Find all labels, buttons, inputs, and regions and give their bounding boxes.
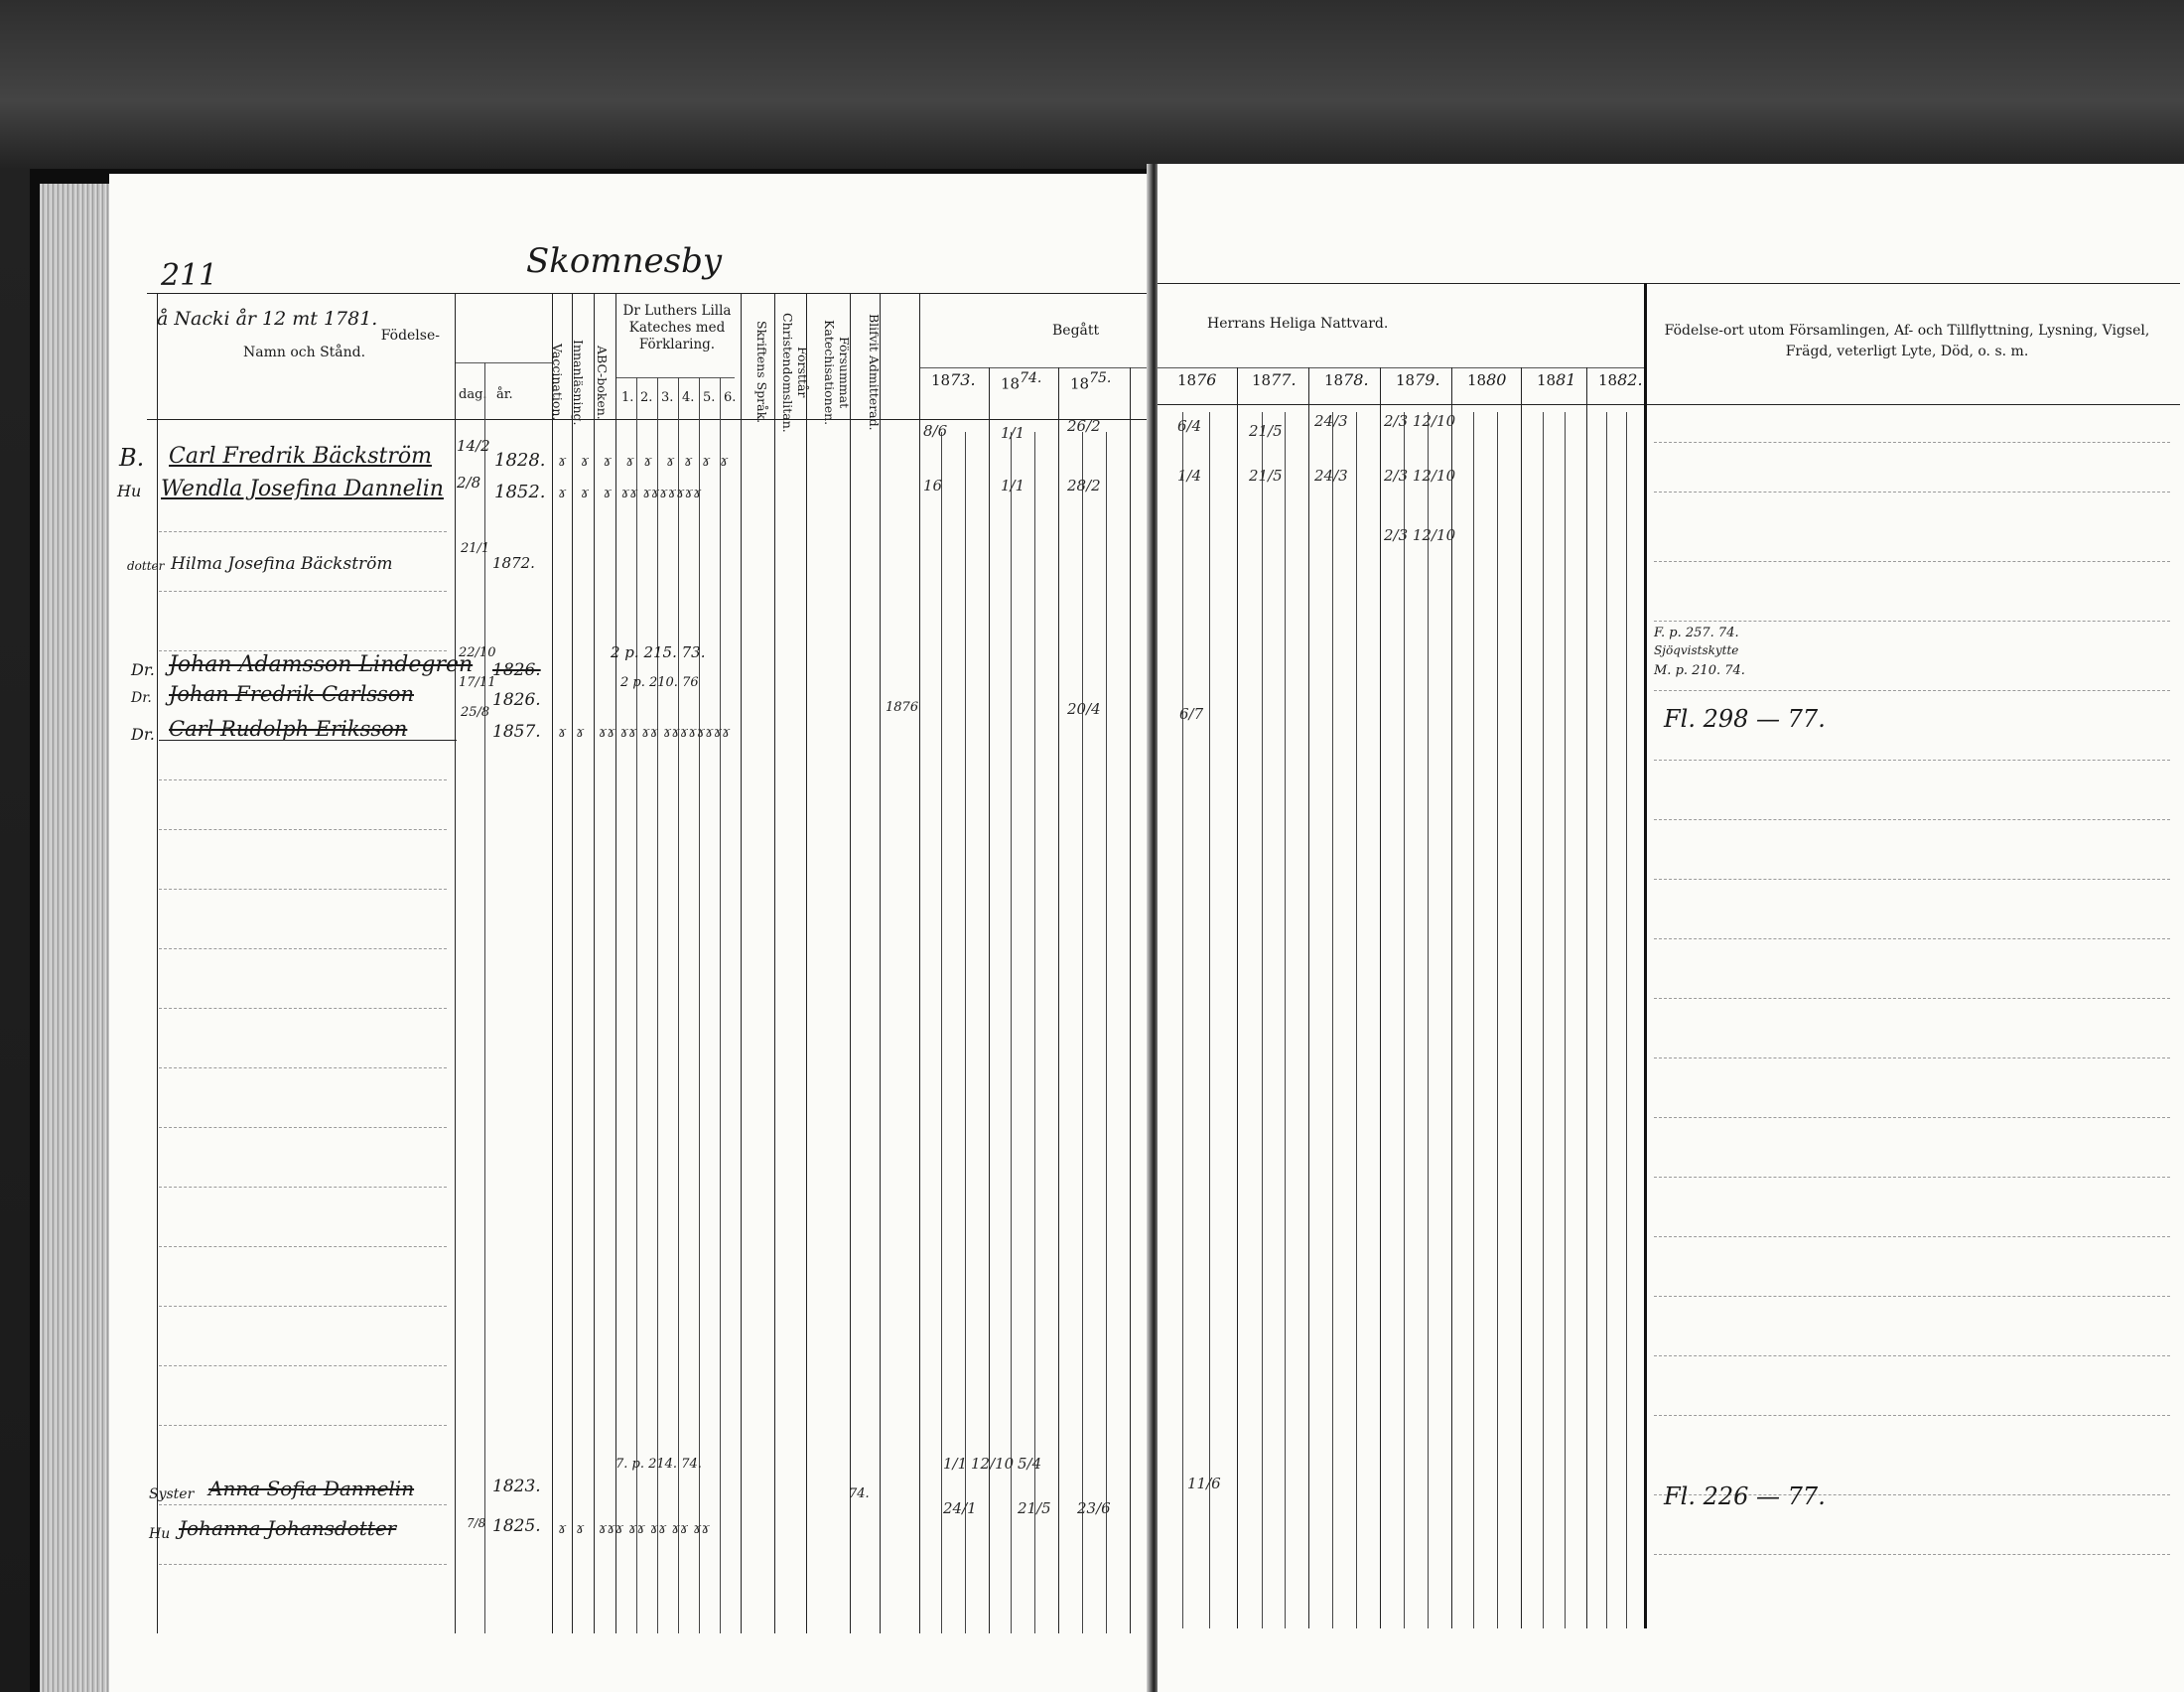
entry-rule [159,740,457,741]
remark-entry: M. p. 210. 74. [1654,663,1745,678]
entry-name: Johan Fredrik Carlsson [169,682,415,706]
year-printed: 18 [1324,371,1344,389]
col-begatt: Begått [1052,323,1100,339]
luther-part-6: 6. [724,390,737,405]
guide-line [1654,1554,2170,1555]
year-sub-rule [1158,367,1644,368]
entry-year: 1826. [492,660,541,680]
col-rule [1404,412,1405,1628]
col-rule [806,293,807,1633]
attendance-mark: 28/2 [1067,477,1101,494]
entry-role: B. [119,444,145,472]
entry-dag: 17/11 [459,675,496,690]
col-rule [1106,432,1107,1633]
attendance-mark: 8/6 [923,422,948,440]
luther-part-2: 2. [640,390,653,405]
row-marks: ɤ ɤ ɤɤ ɤɤ ɤɤ ɤɤɤɤɤɤɤɤ [558,723,731,741]
col-rule [1543,412,1544,1628]
guide-line [159,1127,447,1128]
col-forsta-christendom: Försttår Christendomslitan. [780,312,810,433]
col-rule [636,377,637,1633]
year-written: 82. [1617,370,1643,389]
guide-line [1654,1117,2170,1118]
guide-line [1654,1177,2170,1178]
year-printed: 18 [931,371,951,389]
col-blifvit-admitterad: Blifvit Admitterad. [867,314,882,431]
attendance-mark: 12/10 [971,1455,1015,1473]
attendance-mark: 2/3 12/10 [1384,467,1456,485]
row-marks: ɤ ɤ ɤɤɤ ɤɤ ɤɤ ɤɤ ɤɤ [558,1519,710,1537]
guide-line [159,829,447,830]
left-page [109,174,1150,1692]
year-header-1880 [1467,370,1506,389]
year-header-1882 [1598,370,1643,389]
col-forsummat: Försummat Katechisationen. [822,319,852,426]
entry-role: Hu [149,1526,171,1542]
col-rule [1606,412,1607,1628]
guide-line [1654,1415,2170,1416]
guide-line [159,1067,447,1068]
year-written: 74. [1020,370,1042,386]
attendance-mark: 2/3 12/10 [1384,526,1456,544]
col-rule [699,377,700,1633]
luther-part-3: 3. [661,390,674,405]
header-bottom-rule [1158,404,2180,405]
col-rule [741,293,742,1633]
attendance-mark: 6/7 [1179,705,1204,723]
entry-dag: 25/8 [461,705,490,720]
right-page [1158,164,2184,1692]
col-rule [1262,412,1263,1628]
guide-line [1654,561,2170,562]
col-rule [1521,367,1522,1628]
attendance-mark: 21/5 [1249,467,1283,485]
year-printed: 18 [1396,371,1416,389]
col-rule [941,432,942,1633]
year-printed: 18 [1252,371,1272,389]
col-rule [678,377,679,1633]
col-rule [1428,412,1429,1628]
row-marks: ɤ ɤ ɤ ɤɤ ɤɤɤɤɤɤɤ [558,484,702,501]
entry-name: Carl Rudolph Eriksson [169,717,408,741]
guide-line [159,1504,447,1505]
guide-line [159,889,447,890]
year-header-1875 [1070,370,1111,392]
col-abc-boken: ABC-boken. [595,345,610,420]
attendance-mark: 1/1 [1001,477,1025,494]
entry-year: 1825. [492,1516,541,1536]
year-written: 75. [1089,370,1112,386]
luther-part-5: 5. [703,390,716,405]
col-rule [1182,412,1183,1628]
col-rule [455,293,456,1633]
entry-year: 1852. [494,482,546,502]
col-rule [1011,432,1012,1633]
lower-note: 7. p. 214. 74. [615,1457,702,1472]
remark-entry: F. p. 257. 74. [1654,626,1739,640]
entry-name: Wendla Josefina Dannelin [161,477,444,501]
remarks-divider [1644,283,1647,1628]
remark-entry: Fl. 226 — 77. [1664,1482,1826,1510]
col-rule [880,293,881,1633]
col-rule [1473,412,1474,1628]
guide-line [159,1008,447,1009]
entry-name: Anna Sofia Dannelin [208,1477,415,1500]
col-luther: Dr Luthers Lilla Kateches med Förklaring. [622,303,732,352]
row-marks: ɤ ɤ ɤ ɤ ɤ ɤ ɤ ɤ ɤ [558,452,729,470]
luther-sub-rule [615,377,735,378]
col-rule [1308,367,1309,1628]
guide-line [159,591,447,592]
attendance-mark: 24/3 [1314,467,1348,485]
attendance-mark: 21/5 [1249,422,1283,440]
col-vaccination: Vaccination. [550,344,565,421]
year-sub-rule [919,367,1150,368]
entry-year: 1872. [492,554,535,572]
attendance-mark: 6/4 [1177,417,1202,435]
year-header-1877 [1252,370,1297,389]
col-innanlasning: Innanläsning. [571,339,586,426]
guide-line [1654,998,2170,999]
entry-year: 1826. [492,690,541,710]
col-herrans: Herrans Heliga Nattvard. [1207,316,1389,332]
header-bottom-rule [147,419,1150,420]
guide-line [1654,442,2170,443]
remark-entry: Fl. 298 — 77. [1664,705,1826,733]
guide-line [1654,621,2170,622]
col-rule [1586,367,1587,1628]
year-printed: 18 [1001,374,1021,393]
col-rule [1285,412,1286,1628]
col-rule [1237,367,1238,1628]
col-rule [919,293,920,1633]
col-rule [1034,432,1035,1633]
catechism-note: 2 p. 215. 73. [611,643,706,661]
attendance-mark: 1/1 [1001,424,1025,442]
admit-year: 1876 [886,700,919,715]
attendance-mark: 16 [923,477,943,494]
year-written: 78. [1343,370,1369,389]
admit-year: 74. [849,1486,870,1501]
guide-line [159,1564,447,1565]
guide-line [159,650,447,651]
col-rule [850,293,851,1633]
attendance-mark: 26/2 [1067,417,1101,435]
col-rule [552,293,553,1633]
year-written: 80 [1486,370,1507,389]
col-rule [657,377,658,1633]
year-written: 76 [1196,370,1217,389]
year-printed: 18 [1177,371,1197,389]
entry-dag: 14/2 [457,437,490,455]
header-note: å Nacki år 12 mt 1781. [157,308,378,330]
guide-line [1654,492,2170,493]
remark-entry: Sjöqvistskytte [1654,643,1739,657]
guide-line [159,1306,447,1307]
year-header-1879 [1396,370,1440,389]
attendance-mark: 11/6 [1187,1475,1221,1492]
col-rule [1497,412,1498,1628]
col-rule [1356,412,1357,1628]
table-top-rule [1158,283,2180,284]
attendance-mark: 24/3 [1314,412,1348,430]
col-rule [1565,412,1566,1628]
entry-name: Carl Fredrik Bäckström [169,444,432,469]
year-written: 81 [1556,370,1576,389]
luther-part-1: 1. [621,390,634,405]
col-rule [1130,367,1131,1633]
entry-dag: 21/1 [461,541,490,556]
catechism-note-2: 2 p. 210. 76 [620,675,699,690]
entry-year: 1857. [492,722,541,742]
guide-line [1654,760,2170,761]
attendance-mark: 2/3 12/10 [1384,412,1456,430]
col-rule [989,367,990,1633]
year-written: 79. [1415,370,1440,389]
year-header-1873 [931,370,976,389]
guide-line [159,948,447,949]
year-header-1878 [1324,370,1369,389]
guide-line [159,1425,447,1426]
entry-role: Hu [117,482,142,500]
guide-line [1654,879,2170,880]
fodelse-sub-rule [455,362,554,363]
guide-line [1654,1296,2170,1297]
col-skriftens-sprak: Skriftens Språk. [754,321,769,424]
margin-rule [157,293,158,1633]
page-number: 211 [161,258,218,293]
guide-line [1654,690,2170,691]
guide-line [1654,1355,2170,1356]
col-rule [1209,412,1210,1628]
col-rule [1451,367,1452,1628]
year-written: 77. [1271,370,1297,389]
year-printed: 18 [1070,374,1090,393]
col-remarks: Födelse-ort utom Församlingen, Af- och Tillflyttning, Lysning, Vigsel, Frägd, veterligt Lyte, Död, o. s. m. [1664,323,2150,359]
entry-role: Syster [149,1486,195,1502]
col-ar: år. [496,387,513,402]
attendance-mark: 24/1 [943,1499,977,1517]
col-rule [1380,367,1381,1628]
attendance-mark: 1/4 [1177,467,1202,485]
col-fodelse: Födelse- [380,328,440,344]
col-dag: dag. [459,387,487,402]
guide-line [1654,1236,2170,1237]
guide-line [159,531,447,532]
entry-year: 1823. [492,1477,541,1496]
table-top-rule [147,293,1150,294]
entry-name: Hilma Josefina Bäckström [171,554,393,574]
entry-role: Dr. [131,690,152,706]
guide-line [159,1246,447,1247]
col-rule [1058,367,1059,1633]
entry-year: 1828. [494,450,546,471]
guide-line [159,1187,447,1188]
entry-role: Dr. [131,725,155,744]
guide-line [159,1365,447,1366]
year-header-1881 [1537,370,1575,389]
guide-line [159,779,447,780]
attendance-mark: 21/5 [1018,1499,1051,1517]
year-header-1874 [1001,370,1041,392]
entry-role: dotter [127,559,165,573]
village-name: Skomnesby [526,241,723,281]
luther-part-4: 4. [682,390,695,405]
col-name-stand: Namn och Stånd. [243,345,366,360]
entry-dag: 22/10 [459,645,496,660]
guide-line [1654,819,2170,820]
attendance-mark: 20/4 [1067,700,1101,718]
attendance-mark: 23/6 [1077,1499,1111,1517]
guide-line [1654,938,2170,939]
entry-name: Johanna Johansdotter [179,1516,397,1540]
col-rule [720,377,721,1633]
entry-name: Johan Adamsson Lindegren [169,652,474,677]
entry-role: Dr. [131,660,155,679]
col-rule [965,432,966,1633]
year-printed: 18 [1467,371,1487,389]
attendance-mark: 1/1 [943,1455,968,1473]
col-rule [774,293,775,1633]
year-header-1876 [1177,370,1216,389]
entry-dag: 7/8 [467,1516,486,1530]
col-rule [1626,412,1627,1628]
year-written: 73. [950,370,976,389]
col-rule [1082,432,1083,1633]
year-printed: 18 [1598,371,1618,389]
attendance-mark: 5/4 [1018,1455,1042,1473]
col-rule [1332,412,1333,1628]
entry-dag: 2/8 [457,474,481,492]
year-printed: 18 [1537,371,1557,389]
